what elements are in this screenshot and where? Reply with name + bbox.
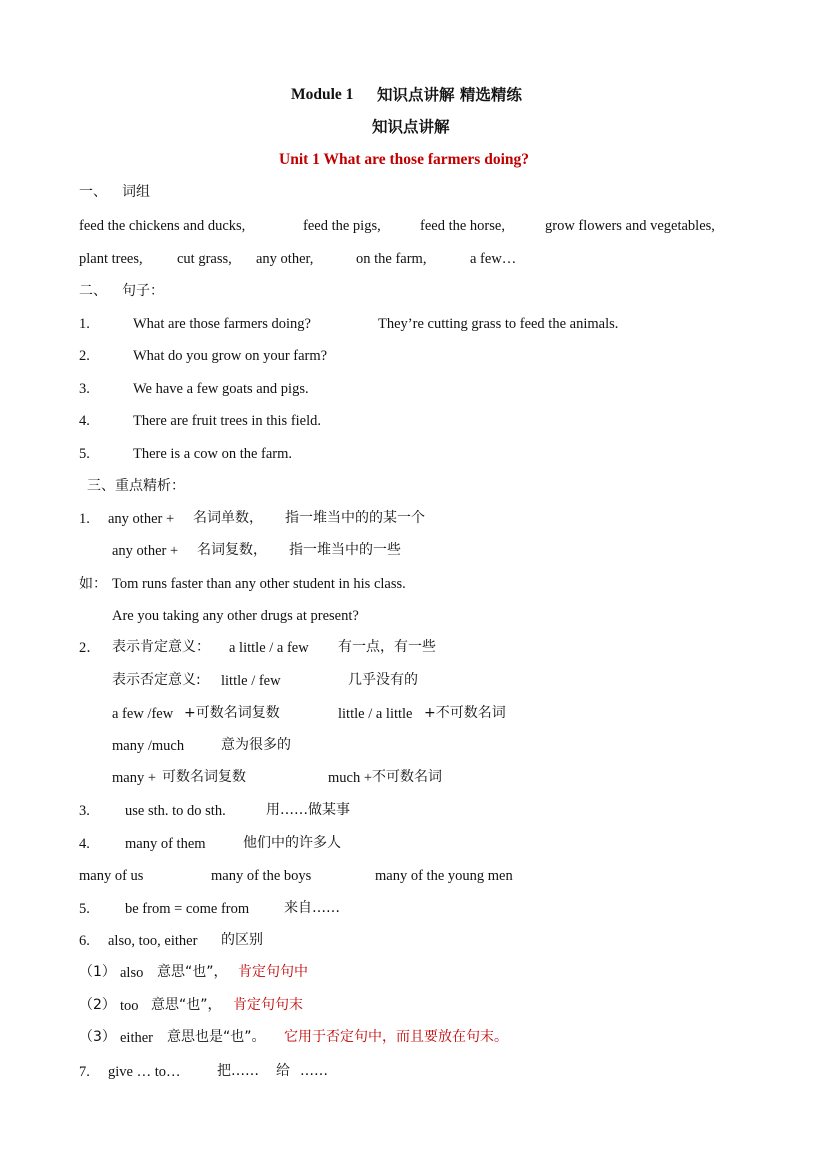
point-num: 2． [79,640,101,656]
point-text: 名词复数， [197,542,267,558]
sub-index: （1） [79,964,116,980]
sub-meaning: 意思“也”， [151,997,222,1013]
phrases-heading-num: 一、 [79,184,107,200]
point-text: 可数名词复数 [162,769,246,785]
point-note: 把…… [217,1063,259,1079]
point-example: many of the boys [211,868,312,884]
sub-usage: 肯定句句中 [238,964,308,980]
point-text: little / a little [338,706,413,722]
point-text: +可数名词复数 [184,705,280,721]
sub-meaning: 意思也是“也”。 [167,1029,266,1045]
point-note: 给 [276,1063,290,1079]
point-text: also, too, either [108,933,198,949]
sentence-text: There is a cow on the farm. [133,446,293,462]
sub-word: also [120,965,144,981]
section-title: 知识点讲解 [372,118,450,136]
phrase-item: feed the chickens and ducks, [79,218,246,234]
phrase-item: cut grass, [177,251,232,267]
sentence-num: 1. [79,316,90,332]
phrase-item: any other, [256,251,314,267]
point-text: little / few [221,673,281,689]
point-num: 3. [79,803,90,819]
phrase-item: grow flowers and vegetables, [545,218,715,234]
point-note: 有一点，有一些 [338,639,436,655]
point-num: 6. [79,933,90,949]
sub-usage: 它用于否定句中，而且要放在句末。 [284,1029,508,1045]
point-note: 几乎没有的 [348,672,418,688]
point-num: 4. [79,836,90,852]
sentence-text: What are those farmers doing? [133,316,311,332]
point-text: 不可数名词 [372,769,442,785]
sub-usage: 肯定句句末 [233,997,303,1013]
point-text: a little / a few [229,640,309,656]
point-num: 1. [79,511,90,527]
module-title: 知识点讲解 精选精练 [377,86,522,104]
key-points-heading: 三、重点精析： [87,478,185,494]
point-text: many /much [112,738,185,754]
point-num: 7. [79,1064,90,1080]
example-sentence: Tom runs faster than any other student in his class. [112,576,406,592]
point-note: …… [300,1063,328,1079]
point-text: much + [328,770,373,786]
point-note: 来自…… [284,900,340,916]
sentence-num: 4. [79,413,90,429]
point-note: 意为很多的 [221,737,291,753]
point-text: give … to… [108,1064,181,1080]
phrase-item: plant trees, [79,251,143,267]
phrase-item: a few… [470,251,517,267]
point-text: 名词单数， [193,510,263,526]
phrases-heading: 词组 [122,184,150,200]
point-text: 表示否定意义: [112,672,201,688]
point-text: use sth. to do sth. [125,803,226,819]
module-label: Module 1 [291,86,354,103]
sub-word: too [120,998,139,1014]
sentence-num: 5. [79,446,90,462]
sentences-heading-num: 二、 [79,283,107,299]
point-note: 指一堆当中的的某一个 [285,510,425,526]
phrase-item: feed the horse, [420,218,505,234]
sentence-text: We have a few goats and pigs. [133,381,309,397]
point-note: 他们中的许多人 [243,835,341,851]
point-note: 指一堆当中的一些 [289,542,401,558]
sub-index: （3） [79,1029,116,1045]
sentence-num: 2. [79,348,90,364]
point-text: 表示肯定意义： [112,639,210,655]
point-example: many of us [79,868,144,884]
sentences-heading: 句子： [122,283,164,299]
sentence-text: What do you grow on your farm? [133,348,328,364]
point-text: a few /few [112,706,174,722]
example-sentence: Are you taking any other drugs at present? [112,608,359,624]
phrase-item: on the farm, [356,251,427,267]
sub-word: either [120,1030,154,1046]
point-text: +不可数名词 [424,705,506,721]
sentence-num: 3. [79,381,90,397]
point-text: be from = come from [125,901,250,917]
point-text: any other + [112,543,179,559]
point-example: many of the young men [375,868,513,884]
sentence-text: There are fruit trees in this field. [133,413,322,429]
example-label: 如： [79,576,107,592]
sentence-answer: They’re cutting grass to feed the animals. [378,316,619,332]
point-text: any other + [108,511,175,527]
phrase-item: feed the pigs, [303,218,381,234]
sub-meaning: 意思“也”， [157,964,228,980]
point-note: 的区别 [221,932,263,948]
point-text: many + [112,770,157,786]
point-note: 用……做某事 [266,802,350,818]
point-text: many of them [125,836,206,852]
sub-index: （2） [79,997,116,1013]
point-num: 5. [79,901,90,917]
unit-title: Unit 1 What are those farmers doing? [279,151,529,168]
